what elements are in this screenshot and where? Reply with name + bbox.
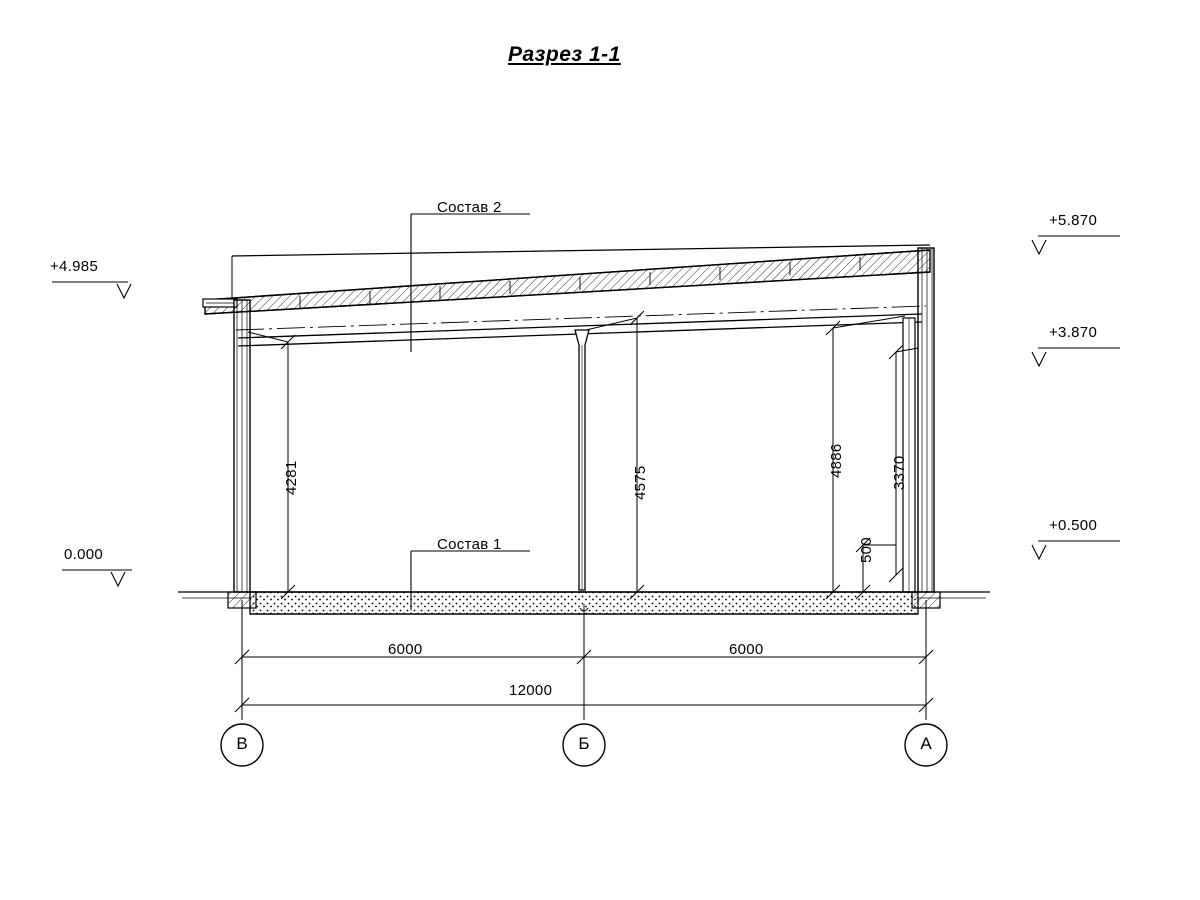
callout-label-sostav2: Состав 2 [437, 199, 502, 216]
right-wall [918, 248, 934, 592]
dimension-label-500: 500 [858, 537, 875, 563]
axis-mark-v: В [236, 734, 248, 753]
dimension-label-3370: 3370 [891, 455, 908, 490]
elevation-label-right-1: +5.870 [1049, 212, 1098, 229]
dimension-label-4575: 4575 [632, 465, 649, 500]
elevation-label-left-2: 0.000 [64, 546, 104, 563]
elevation-mark-left-2 [62, 570, 132, 586]
left-wall [234, 300, 250, 592]
middle-column [575, 330, 589, 590]
roof-slab [205, 245, 930, 314]
dimension-vertical-4575 [586, 311, 644, 599]
dimension-label-span-1: 6000 [388, 641, 423, 658]
elevation-mark-right-3 [1032, 541, 1120, 559]
dimension-label-span-2: 6000 [729, 641, 764, 658]
callout-label-sostav1: Состав 1 [437, 536, 502, 553]
dimension-label-4281: 4281 [283, 460, 300, 495]
dimension-chain-spans [235, 600, 933, 720]
elevation-mark-left-1 [52, 282, 131, 298]
elevation-label-right-2: +3.870 [1049, 324, 1098, 341]
axis-mark-b: Б [578, 734, 590, 753]
axis-mark-a: А [920, 734, 932, 753]
elevation-label-left-1: +4.985 [50, 258, 99, 275]
drawing-title: Разрез 1-1 [508, 43, 621, 66]
elevation-mark-right-2 [1032, 348, 1120, 366]
dimension-label-total: 12000 [509, 682, 553, 699]
elevation-mark-right-1 [1032, 236, 1120, 254]
elevation-label-right-3: +0.500 [1049, 517, 1098, 534]
left-eave [203, 299, 237, 307]
dimension-label-4886: 4886 [828, 443, 845, 478]
